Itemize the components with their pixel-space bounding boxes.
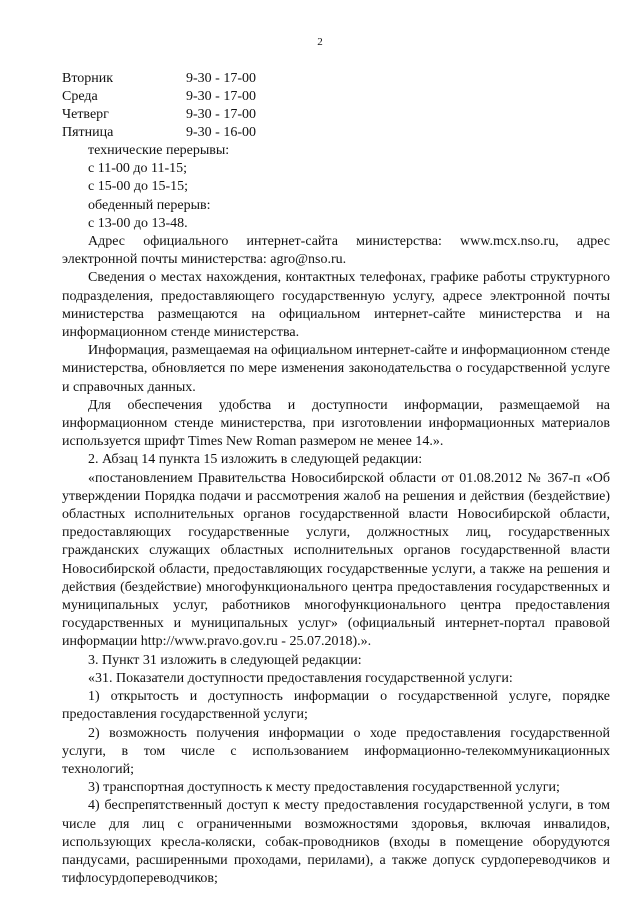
schedule-day: Среда: [62, 89, 98, 104]
schedule-day: Пятница: [62, 125, 114, 140]
schedule-hours: 9-30 - 17-00: [186, 71, 256, 86]
break-line: с 13-00 до 13-48.: [88, 215, 188, 231]
paragraph: «31. Показатели доступности предоставления государственной услуги:: [88, 670, 513, 686]
paragraph: Адрес официального интернет-сайта министерства: www.mcx.nso.ru, адрес электронной почты министерства: agro@nso.ru.: [62, 234, 610, 268]
break-line: с 11-00 до 11-15;: [88, 161, 188, 177]
paragraph: 2. Абзац 14 пункта 15 изложить в следующей редакции:: [88, 452, 423, 468]
schedule-day: Вторник: [62, 71, 114, 86]
paragraph: 3) транспортная доступность к месту предоставления государственной услуги;: [88, 780, 560, 796]
break-line: с 15-00 до 15-15;: [88, 179, 189, 195]
schedule-hours: 9-30 - 17-00: [186, 107, 256, 122]
schedule-row: [62, 124, 256, 142]
paragraph: 3. Пункт 31 изложить в следующей редакции:: [88, 652, 362, 668]
paragraph: «постановлением Правительства Новосибирской области от 01.08.2012 № 367-п «Об утверждении Порядка подачи и рассмотрения жалоб на решения и действия (бездействие) областных исполнительных органов государственной власти Новосибирской области, предоставляющих государственные услуги, должностных лиц, государственных гражданских служащих областных исполнительных органов государственной власти Новосибирской области, предоставляющих государственные услуги, а также на решения и действия (бездействие) многофункционального центра предоставления государственных и муниципальных услуг, работников многофункционального центра предоставления государственных и муниципальных услуг» (официальный интернет-портал правовой информации http://www.pravo.gov.ru - 25.07.2018).».: [62, 470, 610, 650]
schedule-row: [62, 106, 256, 124]
schedule-row: [62, 70, 256, 88]
schedule-hours: 9-30 - 16-00: [186, 125, 256, 140]
schedule-hours: 9-30 - 17-00: [186, 89, 256, 104]
schedule-table: [62, 70, 256, 142]
schedule-day: Четверг: [62, 107, 109, 122]
paragraph: Для обеспечения удобства и доступности информации, размещаемой на информационном стенде министерства, при изготовлении информационных материалов используется шрифт Times New Roman размером не менее 14.».: [62, 397, 610, 450]
paragraph: 2) возможность получения информации о ходе предоставления государственной услуги, в том числе с использованием информационно-телекоммуникационных технологий;: [62, 725, 610, 777]
paragraph: Информация, размещаемая на официальном интернет-сайте и информационном стенде министерства, обновляется по мере изменения законодательства о государственной услуге и справочных данных.: [62, 343, 610, 395]
paragraph: Сведения о местах нахождения, контактных телефонах, графике работы структурного подразделения, предоставляющего государственную услугу, адресе электронной почты министерства размещаются на официальном интернет-сайте министерства и на информационном стенде министерства.: [62, 270, 610, 341]
schedule-row: [62, 88, 256, 106]
document-body: [62, 142, 610, 888]
break-line: технические перерывы:: [88, 143, 230, 158]
page-number: 2: [317, 36, 323, 48]
paragraph: 1) открытость и доступность информации о государственной услуге, порядке предоставления государственной услуги;: [62, 689, 610, 723]
break-line: обеденный перерыв:: [88, 197, 211, 213]
paragraph: 4) беспрепятственный доступ к месту предоставления государственной услуги, в том числе для лиц с ограниченными возможностями здоровья, включая инвалидов, использующих кресла-коляски, собак-проводников (входы в помещение оборудуются пандусами, расширенными проходами, перилами), а также допуск сурдопереводчиков и тифлосурдопереводчиков;: [62, 798, 610, 887]
